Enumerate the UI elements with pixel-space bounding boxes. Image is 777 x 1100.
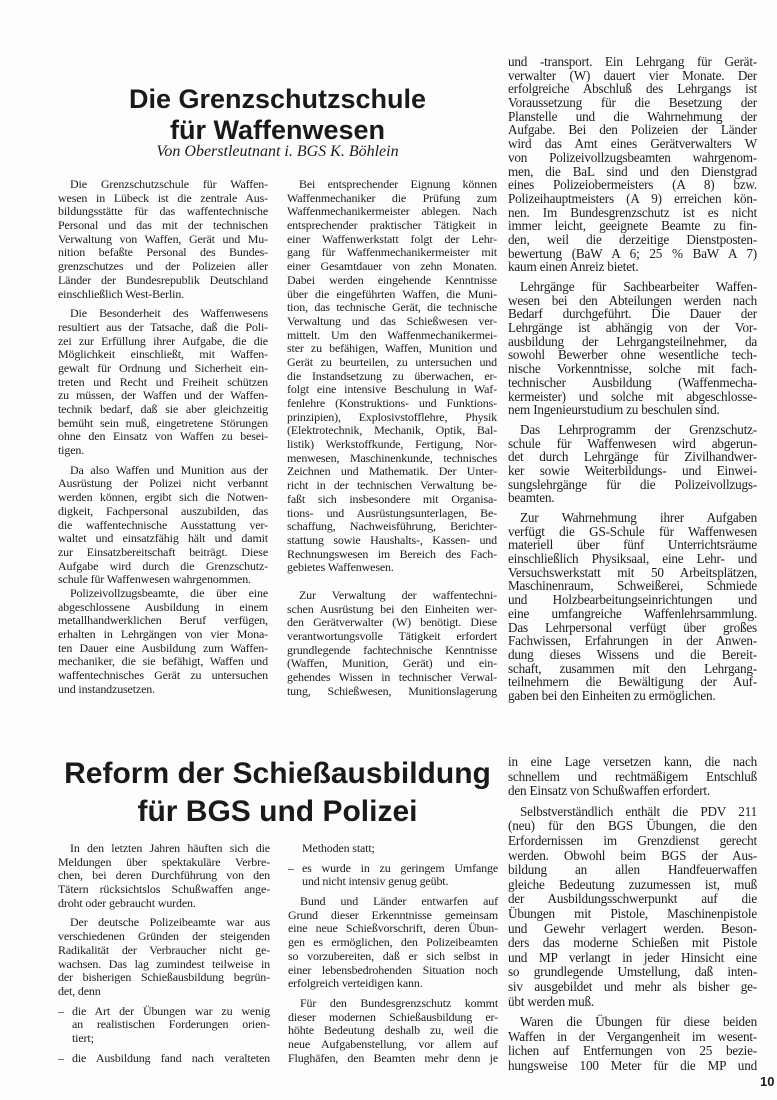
text-line: Zur Wahrnehmung ihrer Aufgaben	[520, 510, 757, 525]
text-line: einer Waffenwerkstatt folgt der Lehr-	[287, 231, 497, 246]
text-line: einer lebensbedrohenden Situation noch	[288, 962, 498, 977]
text-line: Maschinenraum, Schweißerei, Schmiede	[508, 578, 757, 594]
paragraph	[508, 280, 757, 417]
article-2-column-1	[58, 842, 270, 1071]
text-line: Waffenmechaniker die Prüfung zum	[287, 190, 497, 205]
text-line: Zeichnen und Mathematik. Der Unter-	[287, 464, 497, 479]
text-line: lichen auf Entfernungen von 25 bezie-	[508, 1043, 757, 1059]
article-2-title	[55, 755, 500, 831]
text-line: erhalten in Lehrgängen von vier Mona-	[58, 627, 268, 641]
paragraph	[508, 55, 757, 274]
text-line: treten und Recht und Freiheit schützen	[58, 374, 268, 389]
text-line: zei zur Erfüllung ihrer Aufgabe, die die	[58, 333, 268, 348]
text-line: Grund dieser Erkenntnisse gemeinsam	[288, 907, 498, 922]
text-line: Versuchswerkstatt mit 50 Arbeitsplätzen,	[508, 564, 757, 580]
text-line: Waffen in der Vergangenheit im wesent-	[508, 1028, 757, 1044]
article-1-column-1	[58, 178, 268, 702]
paragraph	[58, 1005, 270, 1046]
text-line: richt in der technischen Verwaltung be-	[287, 478, 497, 493]
text-line: ten Dauer eine Ausbildung zum Waffen-	[58, 640, 268, 655]
text-line: so grundlegende Umstellung, daß inten-	[508, 964, 757, 980]
text-line: die Instandsetzung zu überwachen, er-	[287, 368, 497, 383]
text-line: mittelt. Um den Waffenmechanikermei-	[287, 327, 497, 342]
text-line: Flughäfen, den Beamten mehr denn je	[288, 1050, 498, 1065]
text-line: Methoden statt;	[302, 841, 375, 855]
text-line: schaft, zusammen mit den Lehrgang-	[508, 660, 757, 676]
text-line: gaben bei den Einheiten zu ermöglichen.	[508, 687, 716, 703]
text-line: stattung sowie Haushalts-, Kassen- und	[287, 532, 497, 547]
text-line: kaum einen Anreiz bietet.	[508, 259, 639, 275]
text-line: mechaniker, die sie befähigt, Waffen und	[58, 654, 268, 669]
text-line: übt werden muß.	[508, 993, 594, 1009]
text-line: Personal und das mit der technischen	[58, 218, 268, 233]
paragraph	[508, 755, 757, 799]
text-line: metallhandwerklichen Beruf verfügen,	[58, 613, 268, 628]
text-line: tions- und Ausrüstungsunterlagen, Be-	[287, 505, 497, 520]
text-line: schen Ausrüstung bei den Einheiten wer-	[287, 601, 497, 616]
text-line: nem Ingenieurstudium zu beschulen sind.	[508, 402, 720, 418]
text-line: resultiert aus der Tatsache, daß die Poli-	[58, 319, 268, 334]
text-line: gen es ermöglichen, den Polizeibeamten	[288, 935, 498, 950]
text-line: gebietes Waffenwesen.	[287, 560, 394, 575]
paragraph	[508, 805, 757, 1009]
text-line: Polizeivollzugsbeamte, die über eine	[70, 585, 268, 600]
text-line: ker sowie Weiterbildungs- und Einwei-	[508, 462, 757, 478]
text-line: erfolgreich verteidigen kann.	[288, 976, 423, 991]
text-line: det durch Lehrgänge für Zivilhandwer-	[508, 449, 757, 465]
text-line: tion, das technische Gerät, die technische	[287, 300, 497, 315]
text-line: wachsen. Das lag zumindest teilweise in	[58, 956, 270, 971]
paragraph	[58, 916, 270, 998]
paragraph	[508, 423, 757, 505]
text-line: listik) Werkstoffkunde, Fertigung, Nor-	[287, 437, 497, 452]
text-line: Tätern rücksichtslos Schußwaffen ange-	[58, 882, 270, 897]
paragraph	[288, 997, 498, 1065]
text-line: schule für Waffenwesen wahrgenommen.	[58, 572, 251, 587]
text-line: digkeit, Fachpersonal auszubilden, das	[58, 503, 268, 518]
text-line: waltet und einsatzfähig hält und damit	[58, 531, 268, 546]
text-line: – die Art der Übungen war zu wenig	[58, 1005, 270, 1019]
article-1-title-line-2: für Waffenwesen	[169, 115, 386, 145]
paragraph	[58, 587, 268, 697]
text-line: Für den Bundesgrenzschutz kommt	[300, 995, 498, 1010]
text-line: prinzipien), Explosivstofflehre, Physik	[287, 409, 497, 424]
text-line: (Waffen, Munition, Gerät) und ein-	[287, 656, 497, 671]
article-1-column-3	[508, 55, 757, 709]
text-line: tung, Schießwesen, Munitionslagerung	[287, 683, 497, 698]
paragraph	[288, 842, 498, 856]
text-line: gewalt für Ordnung und Sicherheit ein-	[58, 360, 268, 375]
text-line: und Gewehr verlagert werden. Beson-	[508, 920, 757, 936]
text-line: einschließlich Physiksaal, eine Lehr- und	[508, 551, 757, 567]
text-line: dieser modernen Schießausbildung er-	[288, 1009, 498, 1024]
paragraph	[287, 589, 497, 699]
text-line: men, die BaL sind und den Dienstgrad	[508, 163, 757, 179]
article-1-title-line-1: Die Grenzschutzschule	[128, 84, 427, 114]
text-line: Das Lehrpersonal verfügt über großes	[508, 619, 757, 635]
text-line: schnellem und rechtmäßigem Entschluß	[508, 768, 757, 784]
text-line: Dabei werden eingehende Kenntnisse	[287, 272, 497, 287]
text-line: den Gerätverwalter (W) benötigt. Diese	[287, 615, 497, 630]
text-line: Lehrgänge für Sachbearbeiter Waffen-	[520, 279, 757, 294]
text-line: Bedarf durchgeführt. Die Dauer der	[508, 306, 757, 322]
text-line: Selbstverständlich enthält die PDV 211	[520, 803, 757, 819]
article-1-byline: Von Oberstleutnant i. BGS K. Böhlein	[156, 143, 399, 160]
text-line: gehendes Wissen in technischer Verwal-	[287, 670, 497, 685]
text-line: zu müssen, der Waffen und der Waffen-	[58, 388, 268, 403]
text-line: nische Vorkenntnisse, solche mit fach-	[508, 361, 757, 377]
text-line: ausbildung der Lehrgangsteilnehmer, da	[508, 333, 757, 349]
text-line: Übungen mit Pistole, Maschinenpistole	[508, 905, 757, 921]
text-line: bewertung (BaW A 6; 25 % BaW A 7)	[508, 245, 757, 261]
text-line: nen. Im Bundesgrenzschutz ist es nicht	[508, 204, 757, 220]
text-line: Rechnungswesen im Bereich des Fach-	[287, 546, 497, 561]
article-1-title	[55, 84, 500, 146]
paragraph	[58, 464, 268, 587]
text-line: der bisherigen Schießausbildung begrün-	[58, 970, 270, 985]
text-line: tigen.	[58, 443, 85, 458]
text-line: – es wurde in zu geringem Umfange	[288, 862, 498, 876]
paragraph	[508, 1015, 757, 1073]
text-line: immer leicht, geeignete Beamte zu fin-	[508, 218, 757, 234]
text-line: verantwortungsvolle Tätigkeit erfordert	[287, 629, 497, 643]
text-line: chen, bei deren Durchführung von den	[58, 868, 270, 883]
text-line: In den letzten Jahren häuften sich die	[70, 841, 270, 855]
text-line: Ausrüstung der Polizei nicht verbannt	[58, 476, 268, 491]
text-line: sowohl Bewerber ohne wesentliche tech-	[508, 347, 757, 363]
text-line: einer Gesamtdauer von zehn Monaten.	[287, 259, 497, 274]
text-line: Lehrgänge ist abhängig von der Vor-	[508, 320, 757, 336]
text-line: Möglichkeit einschließt, mit Waffen-	[58, 347, 268, 362]
text-line: technischer Ausbildung (Waffenmecha-	[508, 374, 757, 390]
text-line: Planstelle und die Wahrnehmung der	[508, 108, 757, 124]
text-line: waffentechnisches Gerät zu untersuchen	[58, 668, 268, 683]
text-line: Länder der Bundesrepublik Deutschland	[58, 272, 268, 287]
text-line: nition befaßte Personal des Bundes-	[58, 245, 268, 260]
text-line: Radikalität der Verbraucher nicht ge-	[58, 942, 270, 957]
text-line: det, denn	[58, 983, 101, 998]
text-line: grenzschutzes und der Polizeien aller	[58, 259, 268, 274]
text-line: menwesen, Maschinenkunde, technisches	[287, 450, 497, 465]
text-line: einschließlich West-Berlin.	[58, 286, 185, 301]
paragraph	[288, 895, 498, 991]
text-line: siv ausgebildet und mehr als bisher ge-	[508, 978, 757, 994]
text-line: bildung an allen Handfeuerwaffen	[508, 862, 757, 878]
article-2-column-2	[288, 842, 498, 1071]
text-line: sungslehrgänge für die Polizeivollzugs-	[508, 476, 757, 492]
text-line: gleiche Bedeutung zuzumessen ist, muß	[508, 876, 757, 892]
text-line: eine neue Schießvorschrift, deren Übun-	[288, 921, 498, 936]
text-line: Gerät zu beurteilen, zu untersuchen und	[287, 354, 497, 369]
text-line: materiell über fünf Unterrichtsräume	[508, 537, 757, 553]
text-line: den, weil die derzeitige Dienstposten-	[508, 231, 757, 247]
text-line: verwalter (W) dauert vier Monate. Der	[508, 67, 757, 83]
text-line: Voraussetzung für die Besetzung der	[508, 95, 757, 111]
paragraph	[58, 178, 268, 301]
text-line: Die Grenzschutzschule für Waffen-	[70, 177, 268, 191]
text-line: Verwaltung und das Schießwesen ver-	[287, 313, 497, 328]
text-line: und -transport. Ein Lehrgang für Gerät-	[508, 54, 757, 69]
page-number: 10	[760, 1074, 775, 1089]
text-line: droht oder gebraucht wurden.	[58, 895, 196, 910]
paragraph	[58, 842, 270, 910]
text-line: die waffentechnische Ausstattung ver-	[58, 517, 268, 532]
text-line: – die Ausbildung fand nach veralteten	[58, 1052, 270, 1066]
text-line: entsprechender praktischer Tätigkeit in	[287, 218, 497, 233]
text-line: Erfordernissen im Grenzdienst gerecht	[508, 832, 757, 848]
text-line: (neu) für den BGS Übungen, die den	[508, 818, 757, 834]
text-line: und Holzbearbeitungseinrichtungen und	[508, 592, 757, 608]
text-line: so vorzubereiten, daß er sich selbst in	[288, 948, 498, 963]
text-line: wird das Amt eines Gerätverwalters W	[508, 136, 757, 152]
text-line: abgeschlossene Ausbildung in einem	[58, 599, 268, 614]
text-line: Zur Verwaltung der waffentechni-	[299, 587, 497, 602]
text-line: Meldungen über spektakuläre Verbre-	[58, 854, 270, 869]
text-line: von Polizeivollzugsbeamten wahrgenom-	[508, 149, 757, 165]
text-line: Waren die Übungen für diese beiden	[520, 1014, 757, 1030]
text-line: Die Besonderheit des Waffenwesens	[70, 306, 268, 321]
text-line: Polizeihauptmeisters (A 9) erreichen kön-	[508, 190, 757, 206]
text-line: bemüht sein muß, eingetretene Störungen	[58, 415, 268, 430]
text-line: Aufgabe. Bei den Polizeien der Länder	[508, 122, 757, 138]
text-line: zur Einsatzbereitschaft beiträgt. Diese	[58, 544, 268, 559]
text-line: werden. Obwohl beim BGS der Aus-	[508, 847, 757, 863]
text-line: der Ausbildungsschwerpunkt auf die	[508, 891, 757, 907]
text-line: und nicht intensiv genug geübt.	[302, 874, 449, 889]
text-line: erfolgreiche Abschluß des Lehrgangs ist	[508, 81, 757, 97]
text-line: in eine Lage versetzen kann, die nach	[508, 754, 757, 769]
text-line: tiert;	[72, 1030, 94, 1045]
text-line: und MP verlangt in jeder Hinsicht eine	[508, 949, 757, 965]
text-line: faßt sich insbesondere mit Organisa-	[287, 491, 497, 506]
text-line: verschiedenen Gründen der steigenden	[58, 929, 270, 944]
text-line: ster zu befähigen, Waffen, Munition und	[287, 341, 497, 356]
text-line: eine umfangreiche Waffenlehrsammlung.	[508, 605, 757, 621]
text-line: (Elektrotechnik, Mechanik, Optik, Bal-	[287, 423, 497, 438]
article-2-title-line-1: Reform der Schießausbildung	[64, 757, 491, 790]
text-line: dung dieses Wissens und die Bereit-	[508, 646, 757, 662]
text-line: Bei entsprechender Eignung können	[299, 177, 497, 191]
text-line: beamten.	[508, 490, 555, 506]
paragraph	[58, 1052, 270, 1066]
text-line: an realistischen Forderungen orien-	[72, 1017, 270, 1032]
paragraph	[508, 511, 757, 703]
text-line: folgt eine intensive Beschulung in Waf-	[287, 382, 497, 397]
text-line: schule für Waffenwesen wird abgerun-	[508, 435, 757, 451]
article-2-title-line-2: für BGS und Polizei	[137, 795, 418, 828]
text-line: hungsweise 100 Meter für die MP und	[508, 1057, 757, 1073]
text-line: Der deutsche Polizeibeamte war aus	[70, 915, 270, 930]
text-line: ohne den Einsatz von Waffen zu besei-	[58, 429, 268, 444]
text-line: ders das moderne Schießen mit Pistole	[508, 935, 757, 951]
text-line: teilnehmern die Bewältigung der Auf-	[508, 674, 757, 690]
text-line: den Einsatz von Schußwaffen erfordert.	[508, 783, 710, 799]
article-2-column-3	[508, 755, 757, 1079]
text-line: fenlehre (Konstruktions- und Funktions-	[287, 396, 497, 410]
text-line: kermeister) und solche mit abgeschlosse-	[508, 388, 757, 404]
article-1-column-2	[287, 178, 497, 704]
text-line: Da also Waffen und Munition aus der	[70, 462, 268, 477]
paragraph	[58, 307, 268, 458]
text-line: über die eingeführten Waffen, die Muni-	[287, 286, 497, 301]
paragraph	[288, 862, 498, 889]
text-line: bildungsstätte für das waffentechnische	[58, 204, 268, 219]
text-line: Waffenmechanikermeister ablegen. Nach	[287, 204, 497, 219]
text-line: Aufgabe wird durch die Grenzschutz-	[58, 558, 268, 573]
text-line: wesen bei den Abteilungen werden nach	[508, 292, 757, 308]
text-line: technik bedarf, daß sie aber gleichzeitig	[58, 402, 268, 416]
text-line: höhte Bedeutung deshalb zu, weil die	[288, 1023, 498, 1038]
text-line: Bund und Länder entwarfen auf	[300, 894, 498, 909]
text-line: Das Lehrprogramm der Grenzschutz-	[520, 421, 757, 437]
text-line: Fachwissen, Erfahrungen in der Anwen-	[508, 633, 757, 649]
text-line: eines Polizeiobermeisters (A 8) bzw.	[508, 177, 757, 193]
text-line: schaffung, Nachweisführung, Berichter-	[287, 519, 497, 534]
text-line: grundlegende fachtechnische Kenntnisse	[287, 642, 497, 657]
text-line: Verwaltung von Waffen, Gerät und Mu-	[58, 231, 268, 246]
text-line: und instandzusetzen.	[58, 681, 155, 696]
text-line: wesen in Lübeck ist die zentrale Aus-	[58, 190, 268, 205]
text-line: neue Aufgabenstellung, vor allem auf	[288, 1036, 498, 1051]
text-line: verfügt die GS-Schule für Waffenwesen	[508, 523, 757, 539]
paragraph	[287, 178, 497, 575]
text-line: gang für Waffenmechanikermeister mit	[287, 245, 497, 260]
text-line: werden können, ergibt sich die Notwen-	[58, 490, 268, 505]
